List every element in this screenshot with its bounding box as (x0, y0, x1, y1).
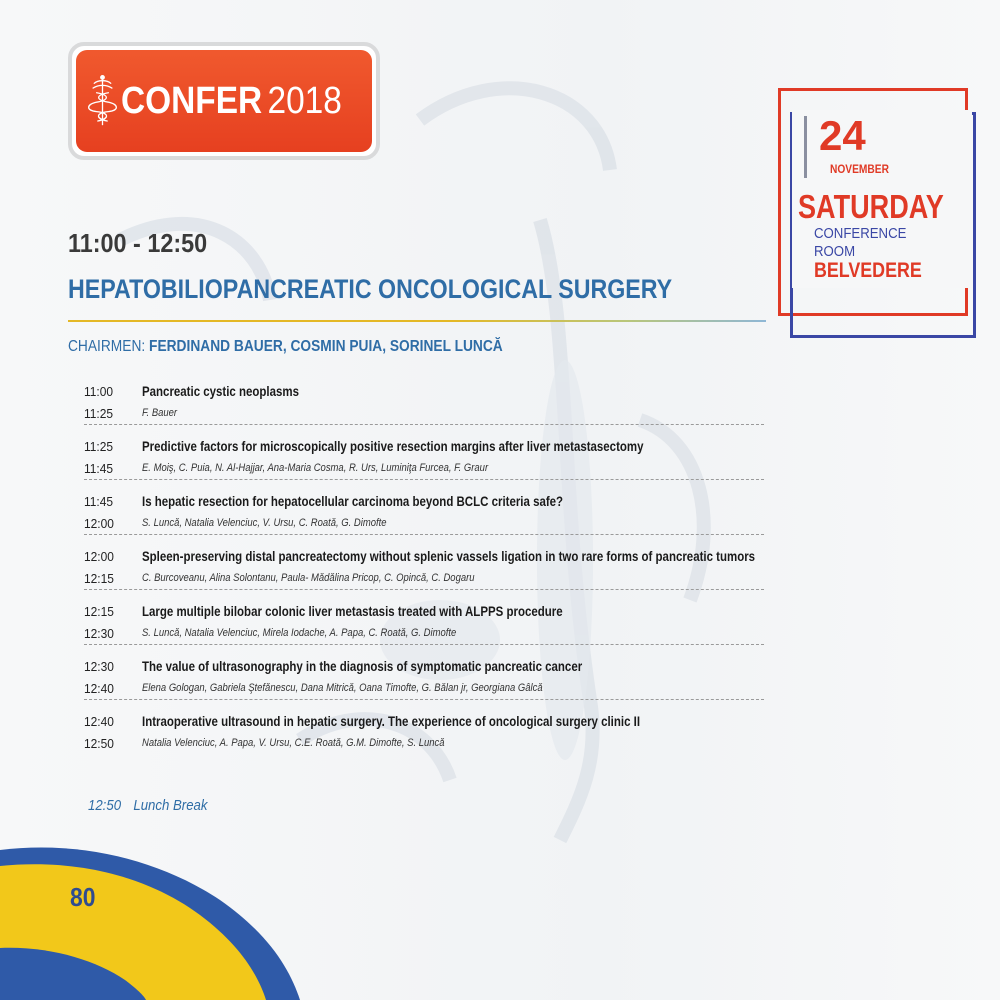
item-start: 12:15 (84, 604, 114, 619)
date-day: 24 (819, 112, 866, 159)
program-list (84, 382, 764, 766)
item-title: Is hepatic resection for hepatocellular carcinoma beyond BCLC criteria safe? (142, 493, 564, 509)
item-title: Intraoperative ultrasound in hepatic surgery. The experience of oncological surgery clinic II (142, 713, 641, 729)
room-venue: BELVEDERE (814, 259, 922, 282)
item-times (84, 547, 137, 589)
item-end: 11:45 (84, 461, 114, 476)
item-authors: E. Moiş, C. Puia, N. Al-Hajjar, Ana-Maria Cosma, R. Urs, Luminiţa Furcea, F. Graur (142, 462, 489, 474)
item-end: 11:25 (84, 406, 114, 421)
session-chairmen (68, 338, 503, 356)
item-end: 12:15 (84, 571, 114, 586)
logo-name: CONFER (121, 79, 263, 122)
program-item (84, 602, 764, 645)
item-start: 11:25 (84, 439, 114, 454)
item-start: 12:40 (84, 714, 114, 729)
caduceus-icon (86, 55, 119, 147)
item-times (84, 712, 137, 754)
item-authors: Natalia Velenciuc, A. Papa, V. Ursu, C.E. Roată, G.M. Dimofte, S. Luncă (142, 737, 445, 749)
item-times (84, 657, 137, 699)
date-content (792, 110, 972, 288)
item-times (84, 602, 137, 644)
item-end: 12:00 (84, 516, 114, 531)
date-weekday: SATURDAY (798, 188, 944, 225)
lunch-label: Lunch Break (133, 797, 208, 814)
item-end: 12:30 (84, 626, 114, 641)
item-title: Spleen-preserving distal pancreatectomy without splenic vassels ligation in two rare forms of pancreatic tumors (142, 548, 756, 564)
item-authors: F. Bauer (142, 407, 178, 419)
item-times (84, 437, 137, 479)
item-start: 12:00 (84, 549, 114, 564)
session-date-box (778, 88, 976, 340)
item-times (84, 492, 137, 534)
item-start: 11:00 (84, 384, 114, 399)
logo-text (121, 80, 342, 123)
item-title: Predictive factors for microscopically positive resection margins after liver metastasectomy (142, 438, 644, 454)
session-divider (68, 320, 766, 322)
item-end: 12:50 (84, 736, 114, 751)
item-authors: C. Burcoveanu, Alina Solontanu, Paula- Mădălina Pricop, C. Opincă, C. Dogaru (142, 572, 475, 584)
chair-label: CHAIRMEN: (68, 338, 146, 355)
item-title: Large multiple bilobar colonic liver metastasis treated with ALPPS procedure (142, 603, 563, 619)
session-time: 11:00 - 12:50 (68, 228, 208, 258)
program-item (84, 492, 764, 535)
logo-year: 2018 (267, 79, 342, 122)
item-start: 11:45 (84, 494, 114, 509)
item-title: Pancreatic cystic neoplasms (142, 383, 299, 399)
page-number: 80 (70, 882, 96, 912)
footer-swoosh (0, 830, 1000, 1000)
program-item (84, 657, 764, 700)
program-item (84, 382, 764, 425)
program-item (84, 547, 764, 590)
chair-names: FERDINAND BAUER, COSMIN PUIA, SORINEL LUNCĂ (149, 338, 503, 355)
session-title: HEPATOBILIOPANCREATIC ONCOLOGICAL SURGERY (68, 274, 673, 304)
item-start: 12:30 (84, 659, 114, 674)
room-line-1: CONFERENCE (814, 225, 907, 242)
item-authors: Elena Gologan, Gabriela Ştefănescu, Dana Mitrică, Oana Timofte, G. Bălan jr, Georgiana Gâlcă (142, 682, 543, 694)
lunch-break (88, 797, 207, 814)
item-end: 12:40 (84, 681, 114, 696)
conference-logo (68, 42, 380, 160)
item-times (84, 382, 137, 424)
item-title: The value of ultrasonography in the diagnosis of symptomatic pancreatic cancer (142, 658, 583, 674)
lunch-time: 12:50 (88, 797, 122, 814)
item-authors: S. Luncă, Natalia Velenciuc, V. Ursu, C. Roată, G. Dimofte (142, 517, 387, 529)
room-line-2: ROOM (814, 243, 856, 260)
program-item (84, 437, 764, 480)
program-item (84, 712, 764, 754)
date-month: NOVEMBER (830, 162, 889, 176)
item-authors: S. Luncă, Natalia Velenciuc, Mirela Iodache, A. Papa, C. Roată, G. Dimofte (142, 627, 457, 639)
